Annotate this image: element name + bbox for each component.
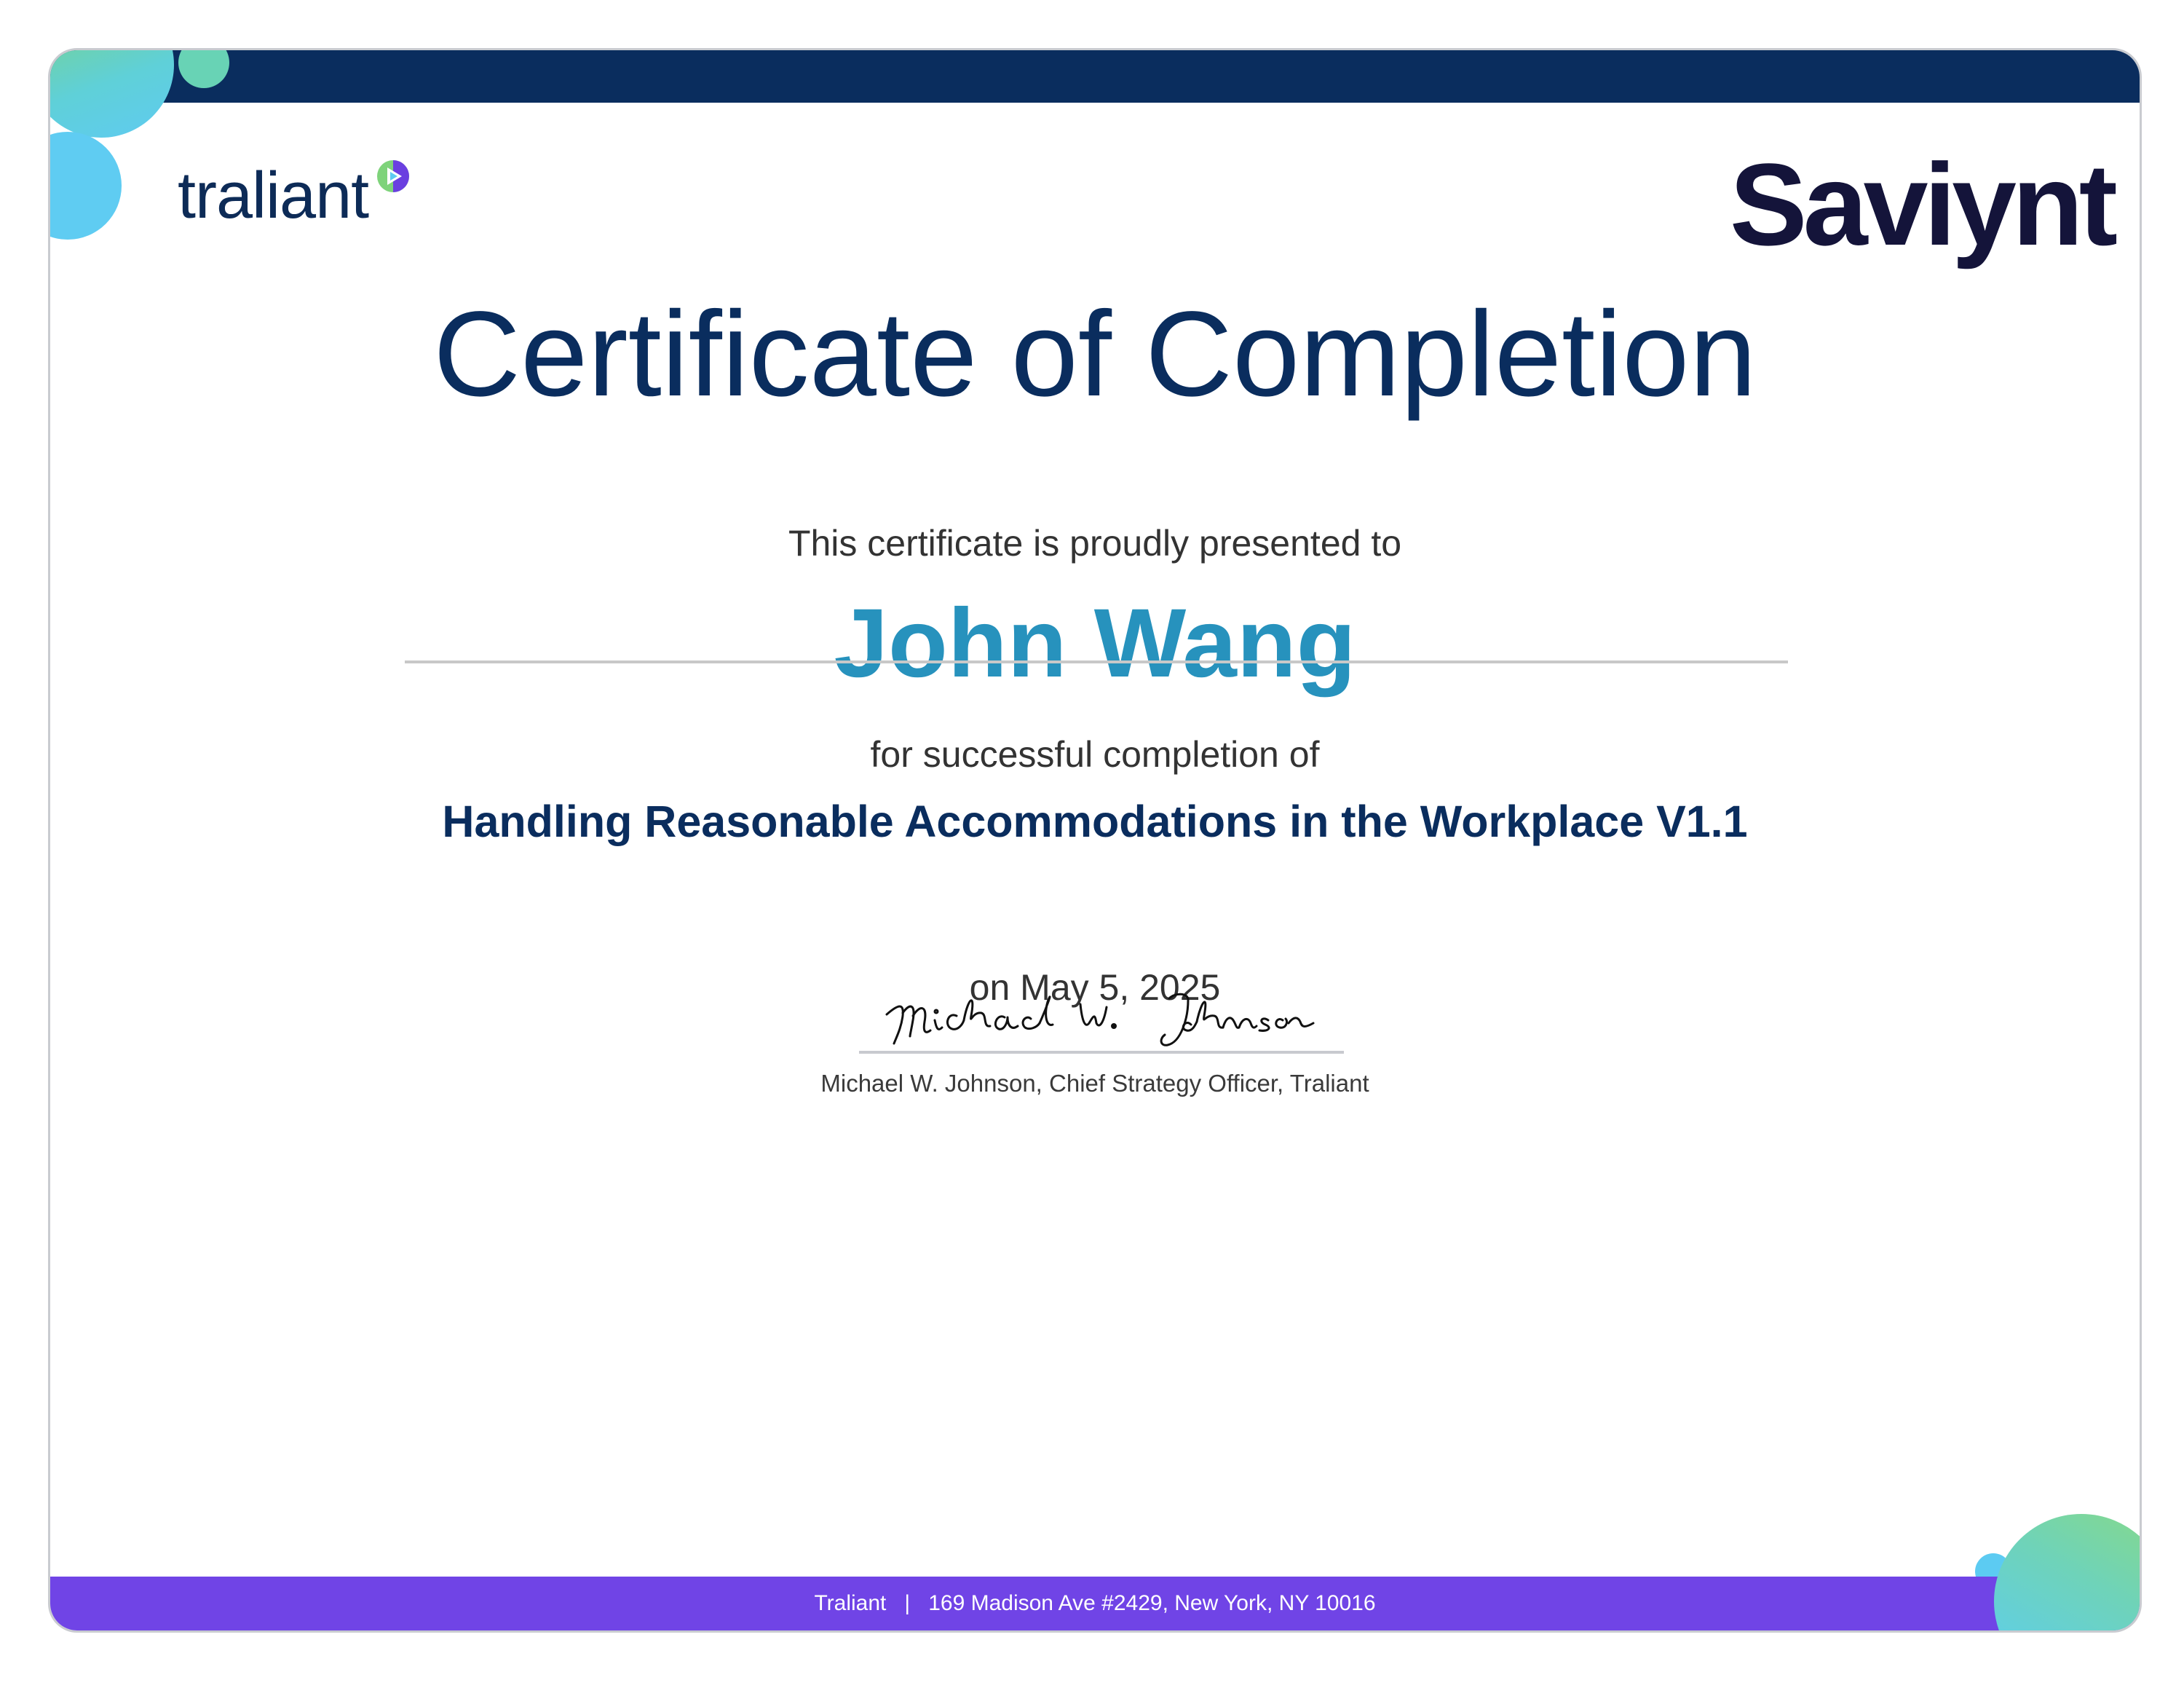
footer-spacer	[886, 1591, 904, 1616]
saviynt-logo: Saviynt	[1729, 139, 2113, 269]
footer-bar	[50, 1577, 2140, 1630]
signer-caption: Michael W. Johnson, Chief Strategy Officer, Traliant	[820, 1070, 1369, 1097]
traliant-logo-wordmark: traliant	[178, 159, 369, 232]
footer-separator: |	[904, 1591, 911, 1615]
recipient-name: John Wang	[834, 589, 1356, 698]
footer-address: 169 Madison Ave #2429, New York, NY 10016	[928, 1591, 1376, 1615]
decorative-bubble	[1994, 1514, 2142, 1633]
course-name: Handling Reasonable Accommodations in the Workplace V1.1	[442, 797, 1748, 846]
decorative-bubble	[48, 132, 122, 240]
footer-company: Traliant	[814, 1591, 887, 1615]
signature-line	[859, 1051, 1344, 1054]
presented-text: This certificate is proudly presented to	[788, 523, 1402, 564]
traliant-logo	[178, 159, 411, 232]
name-divider	[405, 660, 1788, 663]
decorative-bubble	[48, 48, 174, 138]
top-banner	[50, 50, 2140, 103]
play-icon	[376, 159, 411, 194]
footer-spacer	[910, 1591, 928, 1616]
certificate-title: Certificate of Completion	[433, 287, 1757, 422]
handwritten-signature	[884, 982, 1321, 1052]
certificate-card	[48, 48, 2142, 1633]
completion-date: on May 5, 2025	[969, 967, 1221, 1008]
completion-text: for successful completion of	[870, 734, 1320, 775]
